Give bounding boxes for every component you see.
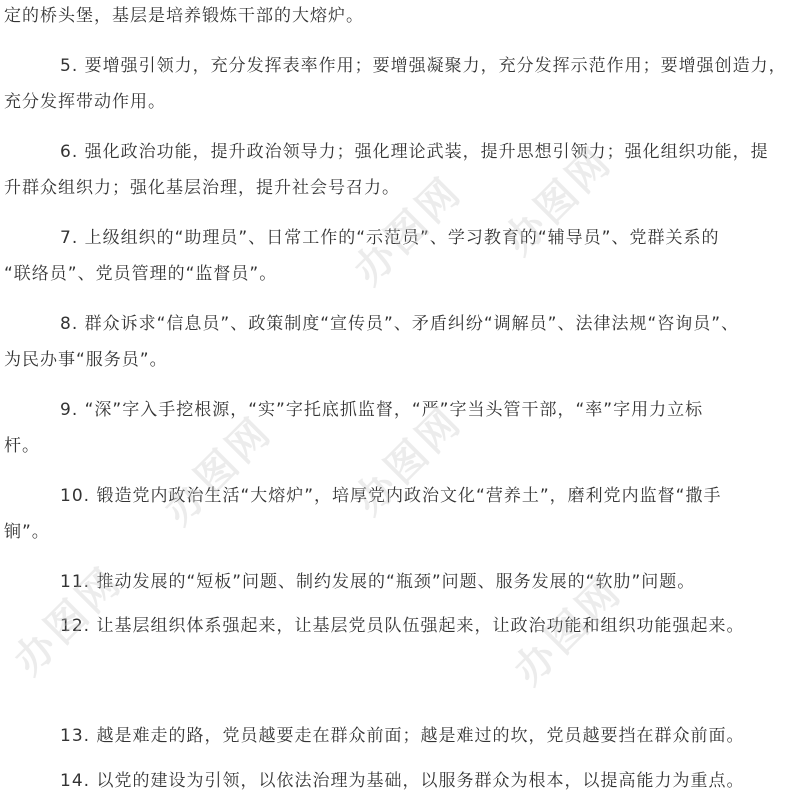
watermark: 办图网 bbox=[155, 408, 282, 534]
text-line: 杆。 bbox=[4, 436, 40, 456]
text-line: 8. 群众诉求“信息员”、政策制度“宣传员”、矛盾纠纷“调解员”、法律法规“咨询员”、 bbox=[60, 314, 740, 334]
text-line: 6. 强化政治功能，提升政治领导力；强化理论武装，提升思想引领力；强化组织功能，提 bbox=[60, 142, 769, 162]
text-line: “联络员”、党员管理的“监督员”。 bbox=[4, 264, 278, 284]
watermark: 办图网 bbox=[345, 398, 472, 524]
text-line: 7. 上级组织的“助理员”、日常工作的“示范员”、学习教育的“辅导员”、党群关系的 bbox=[60, 228, 720, 248]
watermark: 办图网 bbox=[505, 568, 632, 694]
text-line: 5. 要增强引领力，充分发挥表率作用；要增强凝聚力，充分发挥示范作用；要增强创造力， bbox=[60, 56, 787, 76]
text-line: 11. 推动发展的“短板”问题、制约发展的“瓶颈”问题、服务发展的“软肋”问题。 bbox=[60, 572, 696, 592]
watermark: 办图网 bbox=[495, 138, 622, 264]
text-line: 10. 锻造党内政治生活“大熔炉”，培厚党内政治文化“营养土”，磨利党内监督“撒手 bbox=[60, 486, 722, 506]
text-line: 9. “深”字入手挖根源，“实”字托底抓监督，“严”字当头管干部，“率”字用力立标 bbox=[60, 400, 704, 420]
text-line: 13. 越是难走的路，党员越要走在群众前面；越是难过的坎，党员越要挡在群众前面。 bbox=[60, 726, 745, 746]
watermark: 办图网 bbox=[5, 558, 132, 684]
text-line: 12. 让基层组织体系强起来，让基层党员队伍强起来，让政治功能和组织功能强起来。 bbox=[60, 616, 745, 636]
text-line: 14. 以党的建设为引领，以依法治理为基础，以服务群众为根本，以提高能力为重点。 bbox=[60, 771, 745, 791]
text-line: 充分发挥带动作用。 bbox=[4, 92, 166, 112]
text-line: 锏”。 bbox=[4, 522, 50, 542]
text-line: 定的桥头堡，基层是培养锻炼干部的大熔炉。 bbox=[4, 6, 364, 26]
text-line: 为民办事“服务员”。 bbox=[4, 350, 168, 370]
watermark: 办图网 bbox=[345, 168, 472, 294]
text-line: 升群众组织力；强化基层治理，提升社会号召力。 bbox=[4, 178, 400, 198]
